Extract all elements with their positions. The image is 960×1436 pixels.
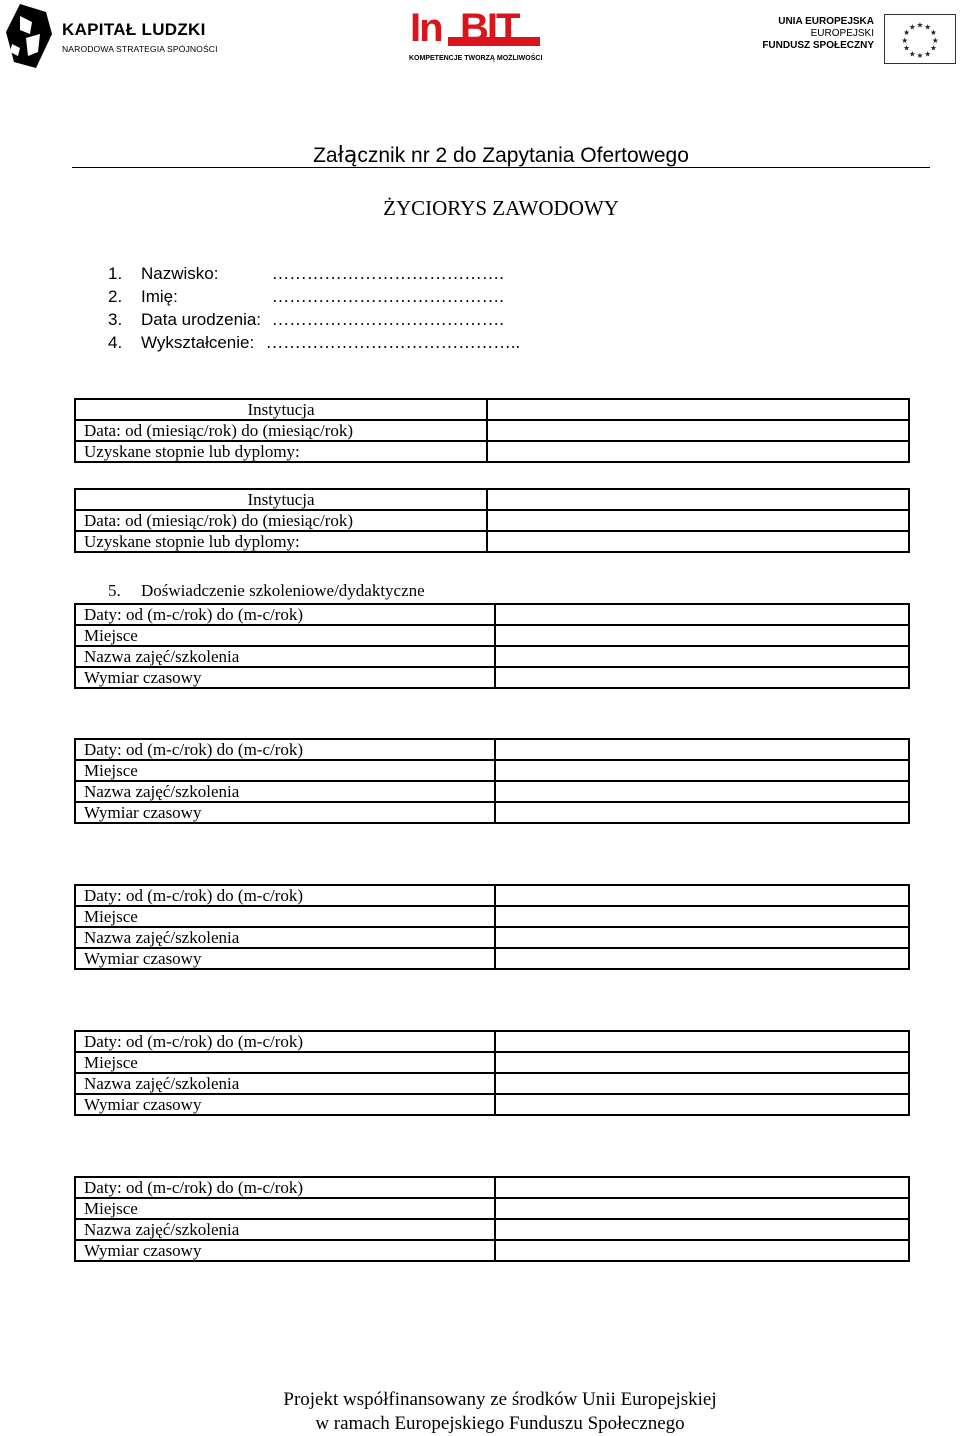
list-number: 3. [108,310,123,329]
education-table [74,488,910,553]
attachment-title-pre: Za [313,144,338,167]
institution-label: Instytucja [75,489,487,510]
surname-field[interactable]: …………………………………. [272,264,505,283]
course-name-label: Nazwa zajęć/szkolenia [75,1073,495,1094]
svg-text:★: ★ [908,49,916,59]
section-number: 5. [108,581,121,600]
course-name-label: Nazwa zajęć/szkolenia [75,646,495,667]
experience-table [74,884,910,970]
inbit-logo [408,6,543,68]
place-cell[interactable] [495,1198,909,1219]
attachment-title-mid: łą [337,143,358,168]
place-label: Miejsce [75,1198,495,1219]
eu-line1: UNIA EUROPEJSKA [778,16,874,27]
course-name-cell[interactable] [495,927,909,948]
education-label: Wykształcenie: [141,333,255,352]
first-name-label: Imię: [141,287,178,306]
course-name-cell[interactable] [495,1219,909,1240]
place-cell[interactable] [495,625,909,646]
date-range-cell[interactable] [487,420,909,441]
dates-cell[interactable] [495,604,909,625]
degrees-label: Uzyskane stopnie lub dyplomy: [75,531,487,552]
duration-cell[interactable] [495,667,909,688]
list-number: 2. [108,287,123,306]
main-title: ŻYCIORYS ZAWODOWY [383,196,619,220]
institution-cell[interactable] [487,489,909,510]
experience-table [74,1176,910,1262]
course-name-cell[interactable] [495,781,909,802]
degrees-cell[interactable] [487,531,909,552]
place-cell[interactable] [495,1052,909,1073]
institution-label: Instytucja [75,399,487,420]
eu-line3: FUNDUSZ SPOŁECZNY [762,40,874,51]
svg-text:★: ★ [929,28,937,38]
footer [0,1388,960,1436]
duration-cell[interactable] [495,802,909,823]
dates-label: Daty: od (m-c/rok) do (m-c/rok) [75,885,495,906]
first-name-field[interactable]: …………………………………. [272,287,505,306]
birth-date-field[interactable]: …………………………………. [272,310,505,329]
place-label: Miejsce [75,1052,495,1073]
svg-text:★: ★ [916,51,924,61]
attachment-title-post: cznik nr 2 do Zapytania Ofertowego [357,144,689,167]
kapital-ludzki-title: KAPITAŁ LUDZKI [62,20,206,39]
duration-cell[interactable] [495,948,909,969]
institution-cell[interactable] [487,399,909,420]
footer-line1: Projekt współfinansowany ze środków Unii Europejskiej [283,1389,717,1410]
duration-label: Wymiar czasowy [75,1240,495,1261]
dates-cell[interactable] [495,1031,909,1052]
place-cell[interactable] [495,906,909,927]
section-label: Doświadczenie szkoleniowe/dydaktyczne [141,581,425,600]
duration-cell[interactable] [495,1240,909,1261]
svg-text:★: ★ [908,22,916,32]
degrees-label: Uzyskane stopnie lub dyplomy: [75,441,487,462]
birth-date-label: Data urodzenia: [141,310,262,329]
inbit-wordmark [408,6,540,50]
place-cell[interactable] [495,760,909,781]
course-name-cell[interactable] [495,1073,909,1094]
title-divider [72,167,930,168]
duration-label: Wymiar czasowy [75,802,495,823]
dates-label: Daty: od (m-c/rok) do (m-c/rok) [75,739,495,760]
course-name-cell[interactable] [495,646,909,667]
degrees-cell[interactable] [487,441,909,462]
svg-text:★: ★ [929,43,937,53]
svg-text:★: ★ [903,28,911,38]
course-name-label: Nazwa zajęć/szkolenia [75,1219,495,1240]
eu-line2: EUROPEJSKI [810,28,874,39]
kapital-ludzki-logo [6,4,218,68]
dates-label: Daty: od (m-c/rok) do (m-c/rok) [75,1177,495,1198]
svg-text:★: ★ [931,35,939,45]
duration-label: Wymiar czasowy [75,1094,495,1115]
kapital-ludzki-emblem-icon [6,4,54,68]
date-range-label: Data: od (miesiąc/rok) do (miesiąc/rok) [75,510,487,531]
attachment-title [72,143,930,168]
place-label: Miejsce [75,760,495,781]
duration-label: Wymiar czasowy [75,667,495,688]
list-number: 1. [108,264,123,283]
svg-text:★: ★ [924,49,932,59]
surname-label: Nazwisko: [141,264,219,283]
experience-table [74,738,910,824]
date-range-cell[interactable] [487,510,909,531]
inbit-tagline: KOMPETENCJE TWORZĄ MOŻLIWOŚCI [409,55,543,62]
education-table [74,398,910,463]
list-number: 4. [108,333,123,352]
course-name-label: Nazwa zajęć/szkolenia [75,781,495,802]
eu-text [762,16,874,52]
dates-cell[interactable] [495,885,909,906]
place-label: Miejsce [75,906,495,927]
svg-text:★: ★ [924,22,932,32]
footer-line2: w ramach Europejskiego Funduszu Społecznego [315,1413,685,1434]
dates-cell[interactable] [495,739,909,760]
date-range-label: Data: od (miesiąc/rok) do (miesiąc/rok) [75,420,487,441]
duration-label: Wymiar czasowy [75,948,495,969]
kapital-ludzki-subtitle: NARODOWA STRATEGIA SPÓJNOŚCI [62,44,218,54]
duration-cell[interactable] [495,1094,909,1115]
experience-table [74,1030,910,1116]
svg-text:★: ★ [903,43,911,53]
dates-label: Daty: od (m-c/rok) do (m-c/rok) [75,604,495,625]
section-5-heading [108,581,425,601]
eu-stars-flag-icon [884,14,956,64]
inbit-word-in: In [410,6,442,50]
svg-text:★: ★ [901,35,909,45]
svg-text:★: ★ [916,20,924,30]
inbit-word-bit: BIT [460,6,519,50]
experience-table [74,603,910,689]
course-name-label: Nazwa zajęć/szkolenia [75,927,495,948]
education-field[interactable]: …………………………………….. [266,333,521,352]
place-label: Miejsce [75,625,495,646]
eu-efs-logo [762,14,960,66]
dates-cell[interactable] [495,1177,909,1198]
dates-label: Daty: od (m-c/rok) do (m-c/rok) [75,1031,495,1052]
